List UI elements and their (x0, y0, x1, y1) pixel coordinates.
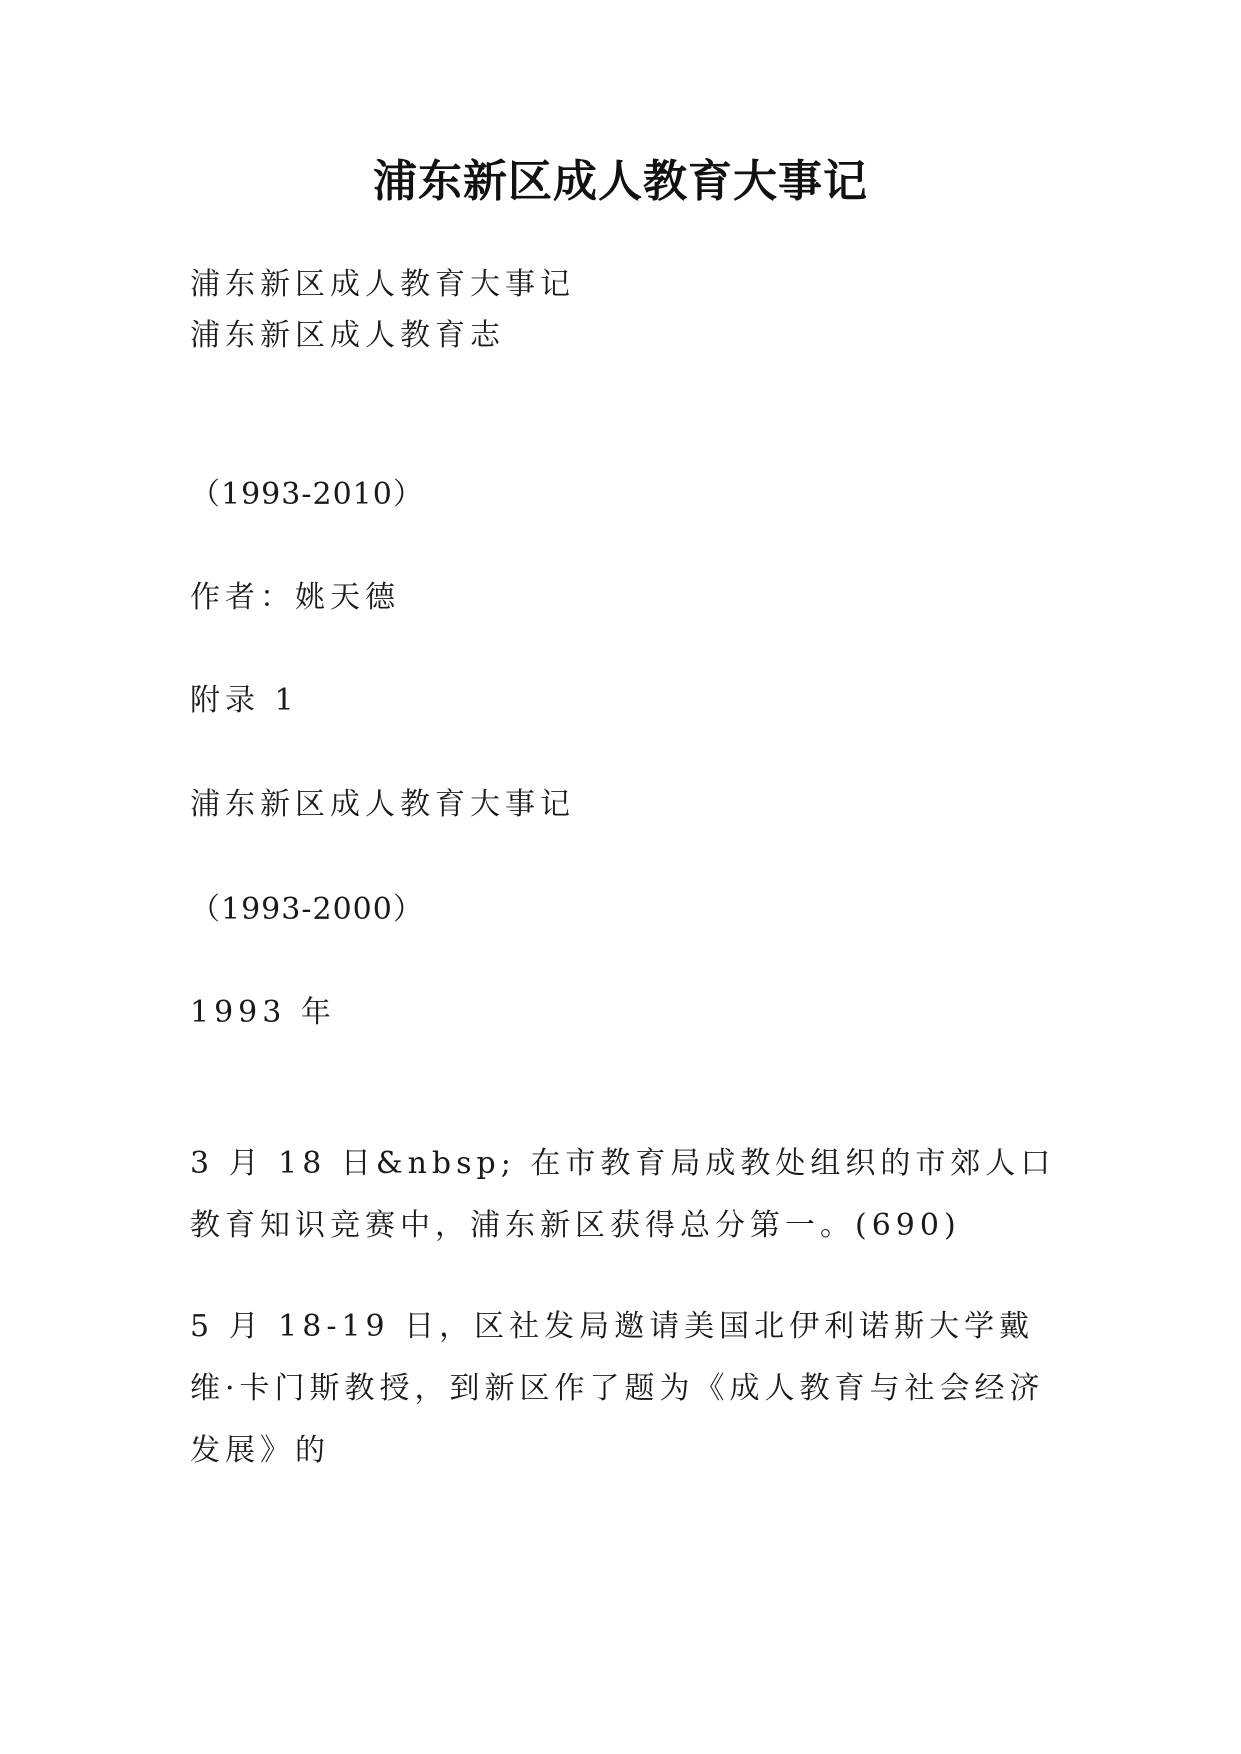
document-title: 浦东新区成人教育大事记 (373, 156, 868, 207)
appendix-label: 附录 1 (190, 683, 299, 718)
entry-paragraph: 5 月 18-19 日，区社发局邀请美国北伊利诺斯大学戴维·卡门斯教授，到新区作了题为《成人教育与社会经济发展》的 (190, 1309, 1045, 1468)
period-section: （1993-2000） (190, 892, 424, 927)
entry-paragraph: 3 月 18 日&nbsp; 在市教育局成教处组织的市郊人口教育知识竞赛中，浦东新区获得总分第一。(690) (190, 1146, 1056, 1243)
author-line: 作者：姚天德 (190, 580, 400, 615)
year-heading: 1993 年 (190, 995, 336, 1030)
section-title: 浦东新区成人教育大事记 (190, 787, 575, 822)
subtitle-line-1: 浦东新区成人教育大事记 (190, 267, 575, 302)
subtitle-line-2: 浦东新区成人教育志 (190, 318, 505, 353)
period-total: （1993-2010） (190, 477, 424, 512)
